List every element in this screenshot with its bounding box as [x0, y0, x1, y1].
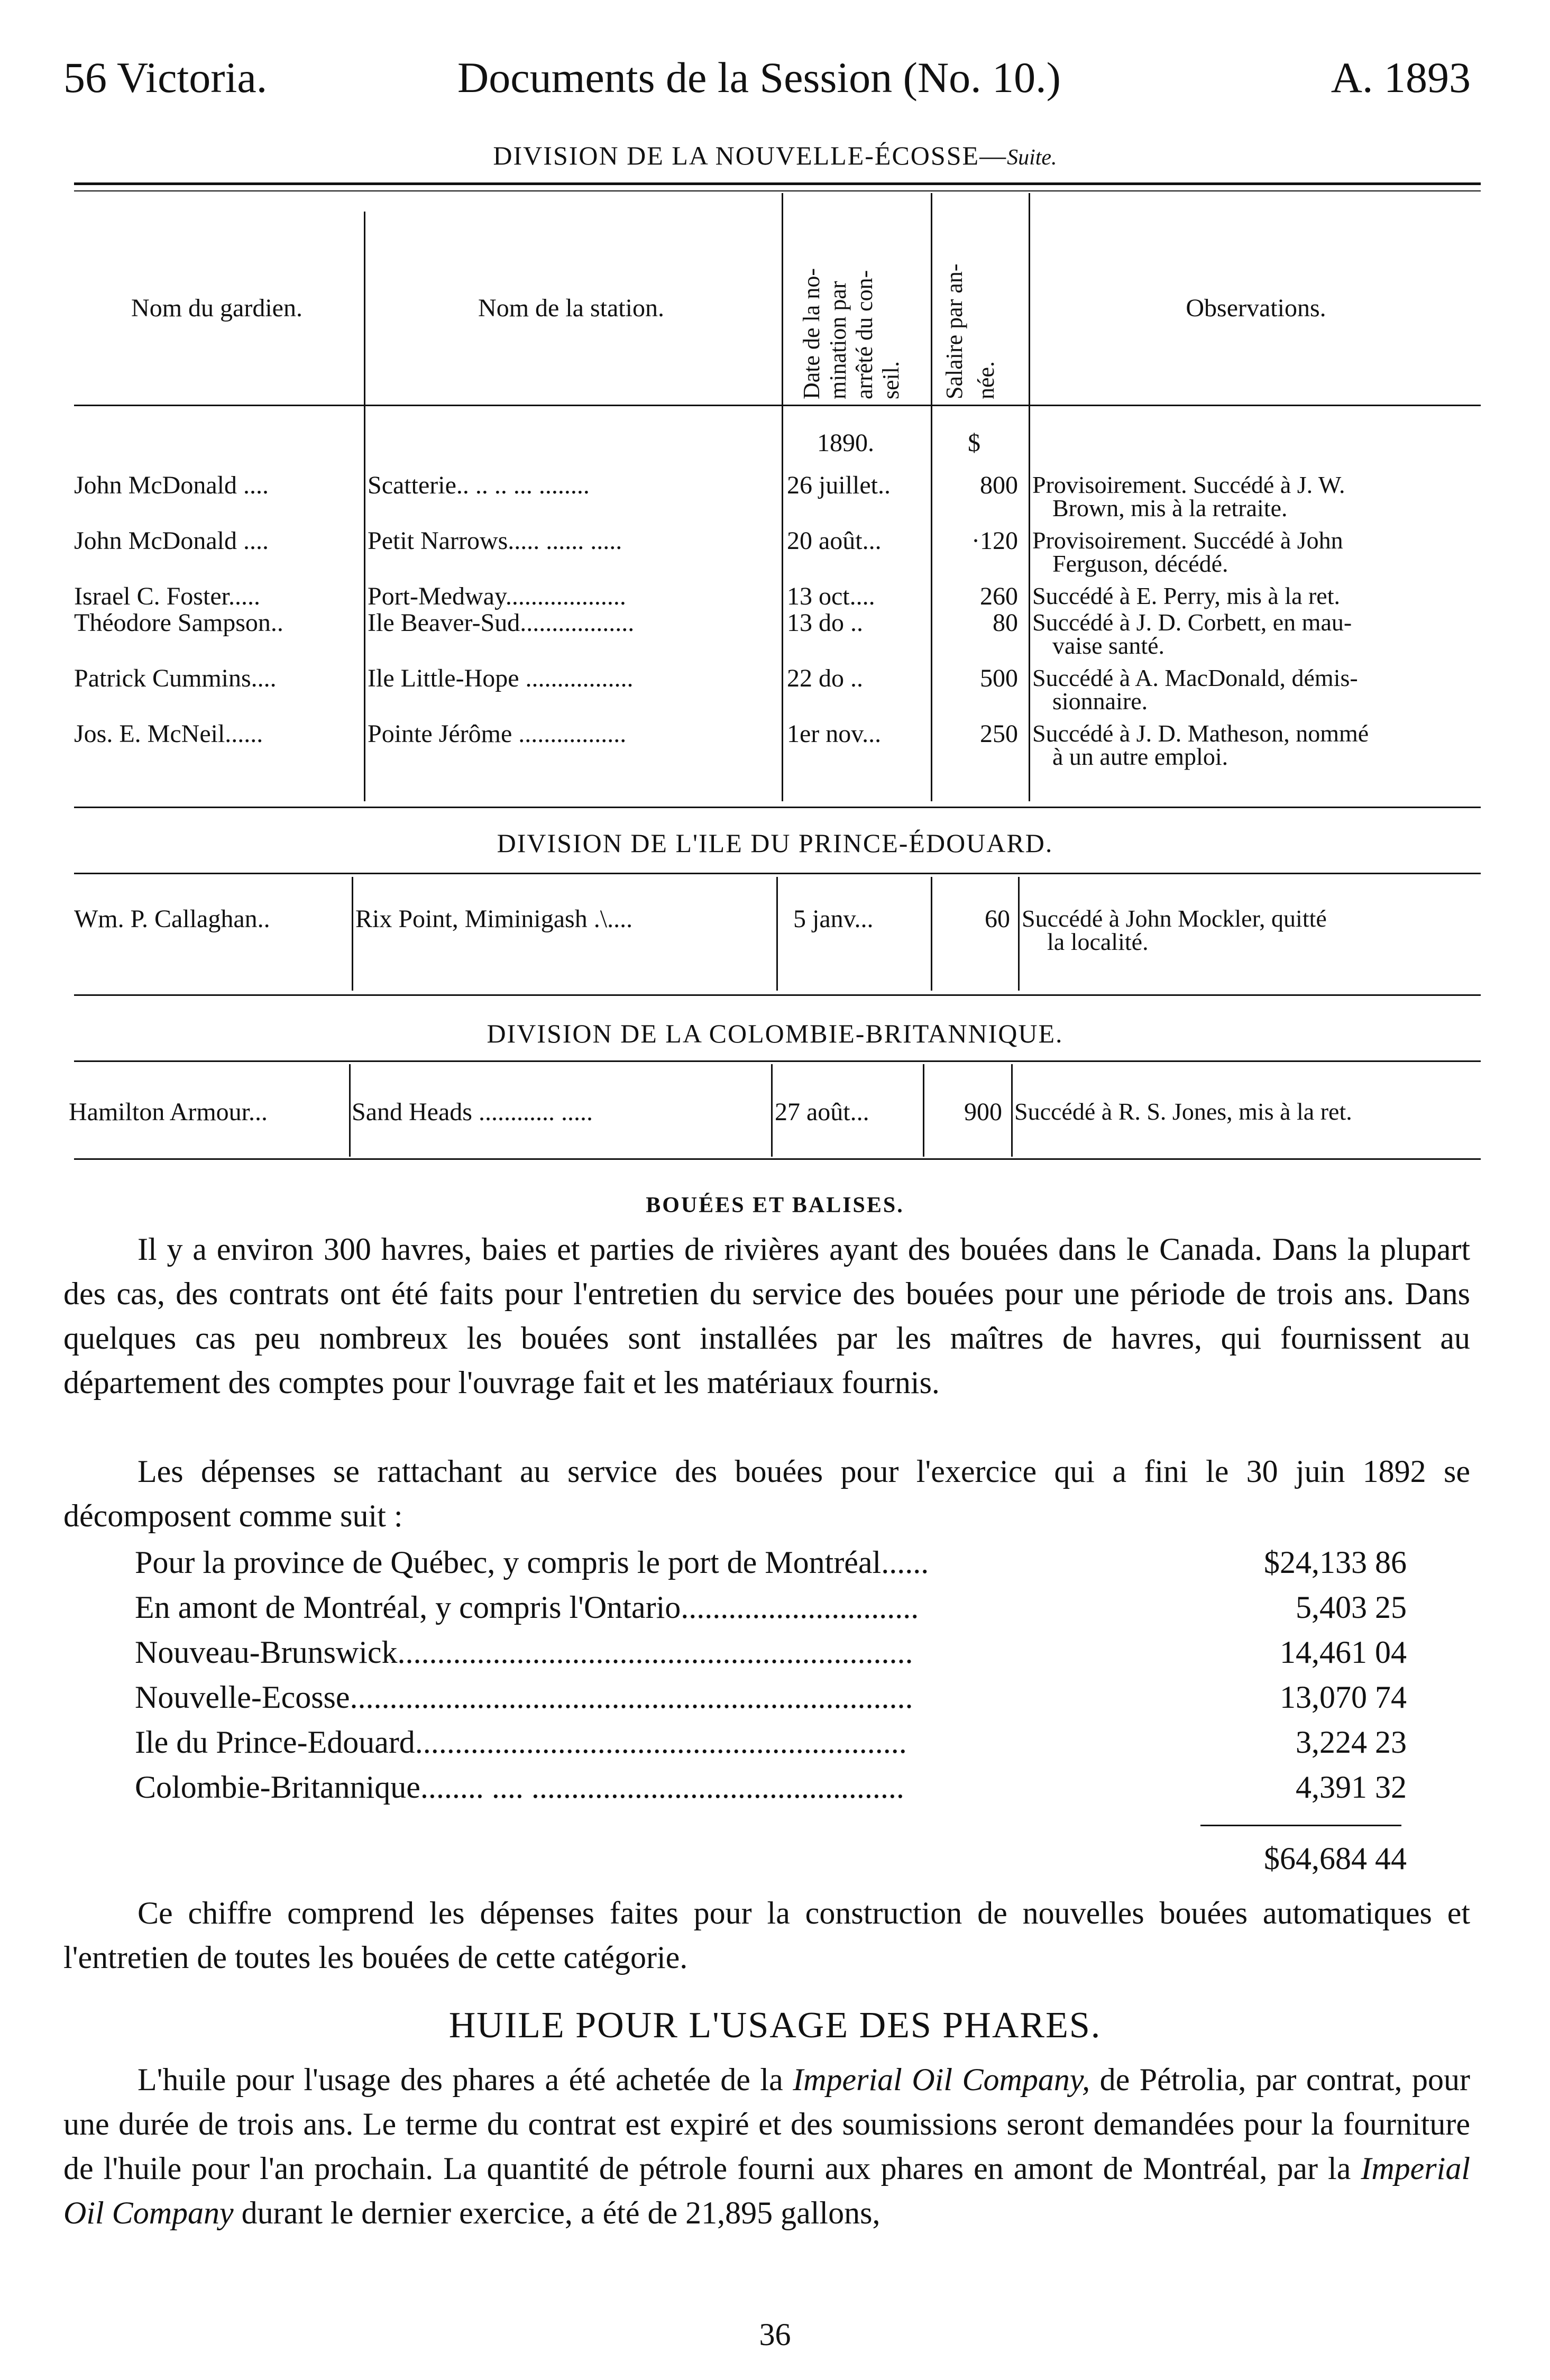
header-separator-rule — [74, 405, 1481, 406]
pe-top-rule — [74, 873, 1481, 874]
pe-vline-2 — [776, 877, 778, 991]
cb-bottom-rule — [74, 1158, 1481, 1160]
bouees-paragraph-2: Les dépenses se rattachant au service des bouées pour l'exercice qui a fini le 30 juin 1892 se décomposent comme suit : — [63, 1454, 1470, 1533]
pe-vline-3 — [931, 877, 932, 991]
bouees-paragraph-1: Il y a environ 300 havres, baies et parties de rivières ayant des bouées dans le Canada. Dans la plupart des cas, des contrats ont été faits pour l'entretien du service des bouées pour une période de trois ans. Dans quelques cas peu nombreux les bouées sont installées par les maîtres de havres, qui fournissent au département des comptes pour l'ouvrage fait et les matériaux fournis. — [63, 1232, 1470, 1400]
division-ns-title: DIVISION DE LA NOUVELLE-ÉCOSSE—Suite. — [493, 141, 1057, 170]
running-head — [63, 53, 1487, 111]
total-rule — [1200, 1825, 1401, 1826]
unit-currency: $ — [968, 429, 980, 457]
vline-3 — [931, 193, 932, 801]
vline-4 — [1029, 193, 1030, 801]
page-number: 36 — [759, 2317, 791, 2352]
division-pe-title: DIVISION DE L'ILE DU PRINCE-ÉDOUARD. — [497, 828, 1053, 858]
company-name: Imperial Oil Company — [63, 2151, 1470, 2230]
pe-bottom-rule — [74, 994, 1481, 996]
pe-vline-4 — [1018, 877, 1020, 991]
ns-bottom-rule — [74, 807, 1481, 808]
table-top-rule — [74, 182, 1481, 185]
bouees-heading: BOUÉES ET BALISES. — [646, 1193, 904, 1218]
vline-2 — [782, 193, 783, 801]
colhead-observations: Observations. — [1186, 294, 1326, 322]
huile-paragraph: L'huile pour l'usage des phares a été achetée de la Imperial Oil Company, de Pétrolia, par contrat, pour une durée de trois ans. Le terme du contrat est expiré et des soumissions seront demandées pour la fourniture de l'huile pour l'an prochain. La quantité de pétrole fourni aux phares en amont de Montréal, par la Imperial Oil Company durant le dernier exercice, a été de 21,895 gallons, — [63, 2062, 1470, 2230]
cb-vline-1 — [349, 1064, 351, 1157]
header-session-year: 56 Victoria. — [63, 53, 268, 102]
cb-vline-3 — [923, 1064, 924, 1157]
company-name: Imperial Oil Company, — [793, 2062, 1090, 2097]
colhead-station: Nom de la station. — [478, 294, 664, 322]
pe-vline-1 — [352, 877, 353, 991]
document-page: 56 Victoria. Documents de la Session (No. 10.) A. 1893 DIVISION DE LA NOUVELLE-ÉCOSSE—Suite. Nom du gardien. Nom de la station. Date de la no- mination par arrêté du con- seil. Salaire par an- née. Observations. 1890. $ John McDonald .... Scatterie.. .. .. ... ........ 26 juillet.. 800 Provisoirement. Succédé à J. W. Brown, mis à la retraite. John McDonald .... Petit Narrows..... ...... ..... 20 août... ·120 Provisoirement. Succédé à John Ferguson, décédé. Israel C. Foster..... Port-Medway................... 13 oct.... 260 Succédé à E. Perry, mis à la ret. Théodore Sampson.. Ile Beaver-Sud.................. 13 do .. 80 Succédé à J. D. Corbett, en mau- vaise santé. Patrick Cummins.... Ile Little-Hope ................. 22 do .. 500 Succédé à A. MacDonald, démis- sionnaire. Jos. E. McNeil...... Pointe Jérôme ................. 1er nov... 250 Succédé à J. D. Matheson, nommé à un autre emploi. DIVISION DE L'ILE DU PRINCE-ÉDOUARD. Wm. P. Callaghan.. Rix Point, Miminigash .\.... 5 janv... 60 Succédé à John Mockler, quitté la localité. DIVISION DE LA COLOMBIE-BRITANNIQUE. Hamilton Armour... Sand Heads ............ ..... 27 août... 900 Succédé à R. S. Jones, mis à la ret. BOUÉES ET BALISES. Il y a environ 300 havres, baies et parties de rivières ayant des bouées dans le Canada. Dans la plupart des cas, des contrats ont été faits pour l'entretien du service des bouées pour une période de trois ans. Dans quelques cas peu nombreux les bouées sont installées par les maîtres de havres, qui fournissent au département des comptes pour l'ouvrage fait et les matériaux fournis. Les dépenses se rattachant au service des bouées pour l'exercice qui a fini le 30 juin 1892 se décomposent comme suit : Pour la province de Québec, y compris le port de Montréal...... $24,133 86 En amont de Montréal, y compris l'Ontario.............................. 5,403 25 Nouveau-Brunswick................................................................. 14,461 04 Nouvelle-Ecosse....................................................................... 13,070 74 Ile du Prince-Edouard.............................................................. 3,224 23 Colombie-Britannique........ .... ............................................... 4,391 32 $64,684 44 Ce chiffre comprend les dépenses faites pour la construction de nouvelles bouées automatiques et l'entretien de toutes les bouées de cette catégorie. HUILE POUR L'USAGE DES PHARES. L'huile pour l'usage des phares a été achetée de la Imperial Oil Company, de Pétrolia, par contrat, pour une durée de trois ans. Le terme du contrat est expiré et des soumissions seront demandées pour la fourniture de l'huile pour l'an prochain. La quantité de pétrole fourni aux phares en amont de Montréal, par la Imperial Oil Company durant le dernier exercice, a été de 21,895 gallons, 36 — [0, 0, 1550, 2380]
huile-heading: HUILE POUR L'USAGE DES PHARES. — [448, 2005, 1102, 2046]
unit-year: 1890. — [817, 429, 874, 457]
division-cb-title: DIVISION DE LA COLOMBIE-BRITANNIQUE. — [487, 1019, 1063, 1048]
cb-vline-4 — [1011, 1064, 1013, 1157]
cb-vline-2 — [771, 1064, 773, 1157]
expense-total: $64,684 44 — [1264, 1841, 1407, 1876]
bouees-paragraph-3: Ce chiffre comprend les dépenses faites pour la construction de nouvelles bouées automatiques et l'entretien de toutes les bouées de cette catégorie. — [63, 1896, 1470, 1975]
header-volume: A. 1893 — [1331, 53, 1471, 102]
colhead-gardien: Nom du gardien. — [131, 294, 302, 322]
table-top-rule-thin — [74, 190, 1481, 191]
vline-1 — [364, 212, 365, 801]
cb-top-rule — [74, 1060, 1481, 1062]
header-document-title: Documents de la Session (No. 10.) — [457, 53, 1061, 102]
